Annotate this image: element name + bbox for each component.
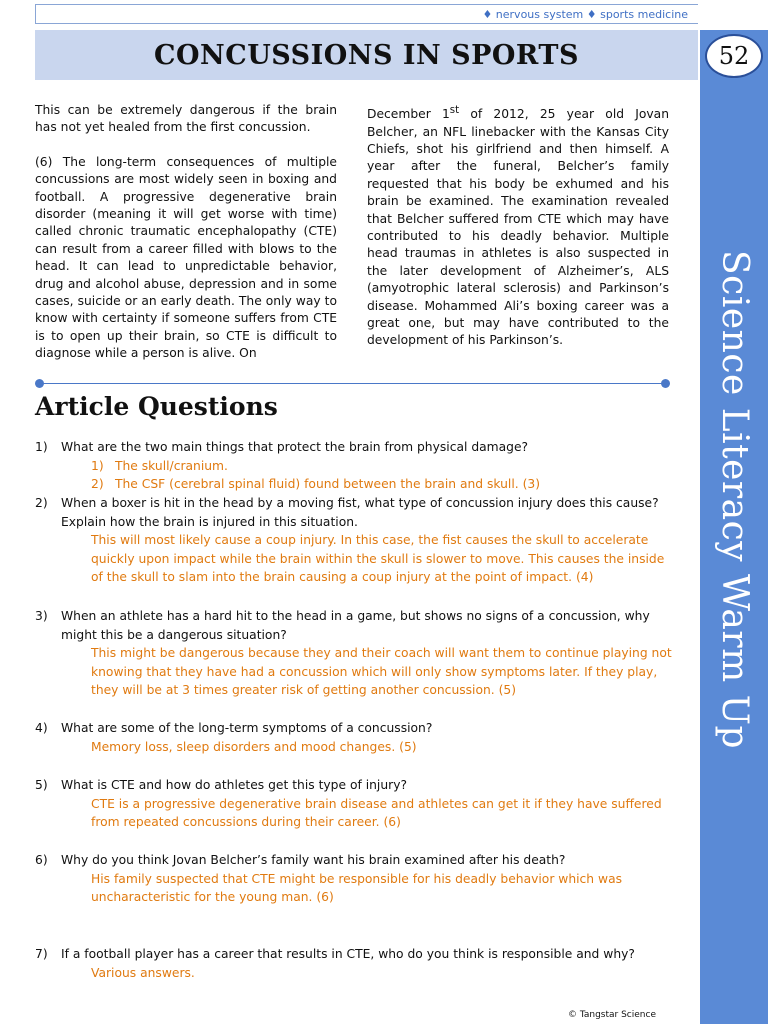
question-number: 6) <box>35 853 48 867</box>
question-item <box>35 719 675 756</box>
article-text: of 2012, 25 year old Jovan Belcher, an NFL linebacker with the Kansas City Chiefs, shot his girlfriend and then himself. A year after the funeral, Belcher’s family requested that his body be exhumed and his brain be examined. The examination revealed that Belcher suffered from CTE which may have contributed to his deadly behavior. Multiple head traumas in athletes is also suspected in the later development of Alzheimer’s, ALS (amyotrophic lateral sclerosis) and Parkinson’s disease. Mohammed Ali’s boxing career was a great one, but may have contributed to the development of his Parkinson’s. <box>367 107 670 348</box>
question-text: When a boxer is hit in the head by a moving fist, what type of concussion injury does this cause? Explain how the brain is injured in this situation. <box>61 496 659 529</box>
section-divider <box>40 383 665 384</box>
answer-list-item <box>91 457 675 476</box>
question-number: 7) <box>35 947 48 961</box>
answer-text: The skull/cranium. <box>115 458 228 473</box>
answer-list-item <box>91 475 675 494</box>
article-paragraph: (6) The long-term consequences of multiple concussions are most widely seen in boxing and football. A progressive degenerative brain disorder (meaning it will get worse with time) called chronic traumatic encephalopathy (CTE) can result from a career filled with blows to the head. It can lead to unpredictable behavior, drug and alcohol abuse, depression and in some cases, suicide or an early death. The only way to know with certainty if someone suffers from CTE is to open up their brain, so CTE is difficult to diagnose while a person is alive. On <box>35 154 337 361</box>
question-text: When an athlete has a hard hit to the head in a game, but shows no signs of a concussion, why might this be a dangerous situation? <box>61 609 650 642</box>
date-ordinal: st <box>449 104 460 116</box>
issue-number-badge: 52 <box>705 34 763 78</box>
series-title: Science Literacy Warm Up <box>714 250 755 750</box>
question-item <box>35 945 675 982</box>
answer-text: The CSF (cerebral spinal fluid) found between the brain and skull. (3) <box>115 477 540 492</box>
question-number: 3) <box>35 609 48 623</box>
answer-number: 2) <box>91 477 104 492</box>
question-number: 5) <box>35 778 48 792</box>
question-text: If a football player has a career that results in CTE, who do you think is responsible and why? <box>61 947 635 961</box>
answer-list <box>91 457 675 494</box>
section-title: Article Questions <box>35 392 278 421</box>
article-paragraph <box>367 102 669 350</box>
question-item <box>35 494 675 587</box>
topic-tags: ♦ nervous system ♦ sports medicine <box>35 4 698 24</box>
question-text: What are the two main things that protect the brain from physical damage? <box>61 440 529 454</box>
question-text: Why do you think Jovan Belcher’s family want his brain examined after his death? <box>61 853 566 867</box>
answer-text: This will most likely cause a coup injury. In this case, the fist causes the skull to accelerate quickly upon impact while the brain within the skull is slower to move. This causes the inside of the skull to slam into the brain causing a coup injury at the point of impact. (4) <box>91 533 665 585</box>
answer-text: Memory loss, sleep disorders and mood changes. (5) <box>91 739 417 754</box>
answer-text: CTE is a progressive degenerative brain disease and athletes can get it if they have suffered from repeated concussions during their career. (6) <box>91 796 662 830</box>
question-item <box>35 776 675 832</box>
page-title: CONCUSSIONS IN SPORTS <box>154 40 579 71</box>
question-number: 4) <box>35 721 48 735</box>
copyright-footer: © Tangstar Science <box>568 1010 656 1020</box>
article-paragraph: This can be extremely dangerous if the brain has not yet healed from the first concussion. <box>35 103 337 135</box>
question-text: What are some of the long-term symptoms of a concussion? <box>61 721 433 735</box>
date-text: December 1 <box>367 107 450 122</box>
question-item <box>35 607 675 700</box>
answer-text: This might be dangerous because they and their coach will want them to continue playing not knowing that they have had a concussion which will only show symptoms later. If they play, they will be at 3 times greater risk of getting another concussion. (5) <box>91 646 672 698</box>
question-number: 2) <box>35 496 48 510</box>
divider-dot-right <box>661 379 670 388</box>
answer-text: His family suspected that CTE might be responsible for his deadly behavior which was uncharacteristic for the young man. (6) <box>91 871 623 905</box>
question-text: What is CTE and how do athletes get this type of injury? <box>61 778 407 792</box>
answer-number: 1) <box>91 458 104 473</box>
question-number: 1) <box>35 440 48 454</box>
article-left-column <box>35 102 337 363</box>
question-item <box>35 438 675 494</box>
answer-text: Various answers. <box>91 965 195 980</box>
question-item <box>35 851 675 907</box>
article-right-column <box>367 102 669 350</box>
